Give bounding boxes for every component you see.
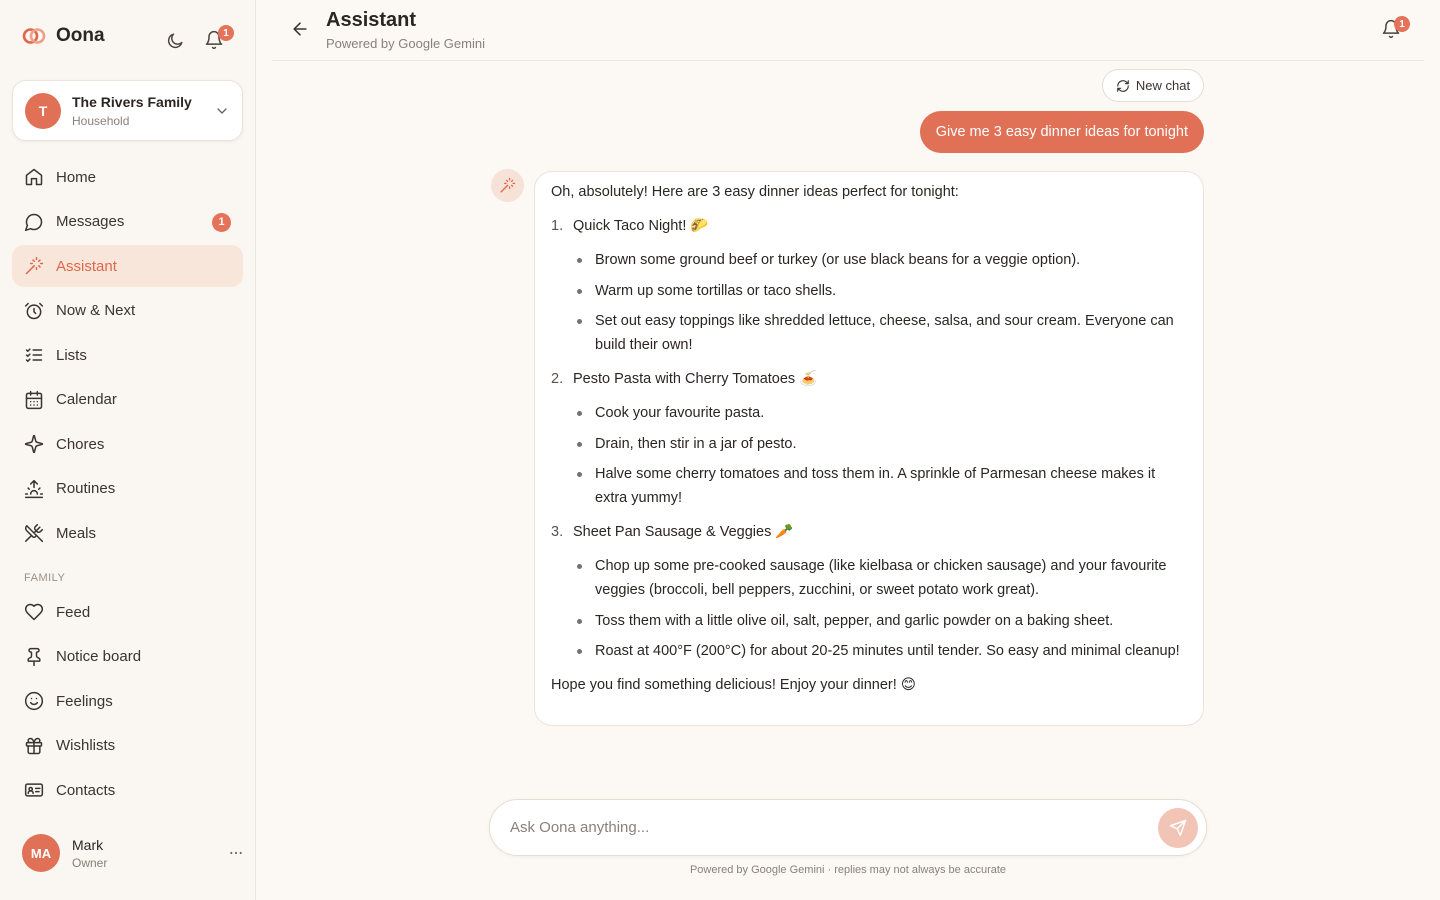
sidebar-item-messages[interactable] (12, 201, 243, 243)
chat-input[interactable] (510, 819, 1158, 836)
sidebar-item-label: Home (56, 168, 97, 186)
smile-icon (24, 691, 44, 711)
list-item-title: Pesto Pasta with Cherry Tomatoes 🍝 (573, 371, 818, 387)
sidebar-item-label: Messages (56, 213, 125, 230)
dark-mode-toggle[interactable] (161, 26, 189, 54)
send-button[interactable] (1158, 808, 1198, 848)
list-item (551, 520, 1187, 544)
list-item (551, 214, 1187, 238)
sidebar-item-label: Routines (56, 480, 116, 497)
sidebar-item-calendar[interactable] (12, 379, 243, 421)
oona-logo-icon (22, 24, 46, 48)
sidebar-item-label: Lists (56, 346, 87, 364)
user-name: Mark (72, 836, 104, 853)
household-avatar: T (25, 93, 61, 129)
household-type: Household (72, 113, 130, 128)
user-message-bubble: Give me 3 easy dinner ideas for tonight (920, 111, 1204, 153)
chevron-down-icon (214, 103, 230, 119)
sidebar-item-label: Meals (56, 524, 97, 542)
moon-icon (166, 31, 185, 50)
sparkles-icon (24, 434, 44, 454)
calendar-icon (24, 390, 44, 410)
sidebar-item-feed[interactable] (12, 591, 243, 633)
list-number: 1. (551, 218, 564, 234)
sidebar-item-routines[interactable] (12, 468, 243, 510)
new-chat-button[interactable] (1102, 69, 1204, 102)
new-chat-label: New chat (1135, 78, 1191, 93)
page-header (272, 0, 1424, 61)
main-nav (12, 156, 243, 557)
bullet-item: Set out easy toppings like shredded lettuce, cheese, salsa, and sour cream. Everyone can build their own! (575, 309, 1187, 357)
magic-wand-icon (499, 177, 516, 194)
bullet-item: Brown some ground beef or turkey (or use black beans for a veggie option). (575, 248, 1187, 272)
pin-icon (24, 647, 44, 667)
contact-card-icon (24, 780, 44, 800)
list-number: 2. (551, 371, 564, 387)
notifications-button[interactable] (200, 26, 228, 54)
sidebar-item-notice-board[interactable] (12, 636, 243, 678)
home-icon (24, 167, 44, 187)
list-item-title: Sheet Pan Sausage & Veggies 🥕 (573, 524, 794, 540)
sidebar-item-feelings[interactable] (12, 680, 243, 722)
send-icon (1169, 819, 1187, 837)
household-name: The Rivers Family (72, 93, 192, 110)
magic-wand-icon (24, 256, 44, 276)
notification-badge: 1 (1394, 16, 1410, 32)
refresh-icon (1116, 79, 1130, 93)
bullet-item: Chop up some pre-cooked sausage (like kielbasa or chicken sausage) and your favourite veggies (broccoli, bell peppers, zucchini, or sweet potato work great). (575, 554, 1187, 602)
bullet-item: Roast at 400°F (200°C) for about 20-25 minutes until tender. So easy and minimal cleanup! (575, 639, 1187, 663)
bullet-item: Cook your favourite pasta. (575, 401, 1187, 425)
list-check-icon (24, 345, 44, 365)
sidebar-item-wishlists[interactable] (12, 725, 243, 767)
bullet-list (575, 401, 1187, 510)
more-icon[interactable] (228, 845, 244, 861)
sidebar-item-lists[interactable] (12, 334, 243, 376)
sidebar-item-now-next[interactable] (12, 290, 243, 332)
heart-icon (24, 602, 44, 622)
chat-composer (489, 799, 1207, 856)
header-notifications-button[interactable] (1378, 16, 1404, 42)
sidebar-item-label: Wishlists (56, 737, 116, 754)
assistant-message-bubble (534, 171, 1204, 726)
bullet-item: Warm up some tortillas or taco shells. (575, 279, 1187, 303)
page-subtitle: Powered by Google Gemini (326, 36, 485, 51)
messages-badge: 1 (212, 213, 231, 232)
sidebar-item-label: Chores (56, 435, 105, 453)
brand[interactable] (22, 24, 105, 48)
back-button[interactable] (288, 17, 312, 41)
alarm-clock-icon (24, 301, 44, 321)
bullet-item: Halve some cherry tomatoes and toss them in. A sprinkle of Parmesan cheese makes it extra yummy! (575, 462, 1187, 510)
user-role: Owner (72, 855, 108, 870)
bullet-list (575, 554, 1187, 663)
sidebar-item-label: Now & Next (56, 302, 136, 319)
sidebar-item-label: Feelings (56, 692, 113, 710)
bullet-item: Toss them with a little olive oil, salt, pepper, and garlic powder on a baking sheet. (575, 609, 1187, 633)
avatar: MA (22, 834, 60, 872)
list-item-title: Quick Taco Night! 🌮 (573, 218, 709, 234)
sidebar-item-chores[interactable] (12, 423, 243, 465)
sidebar (0, 0, 256, 900)
sidebar-item-contacts[interactable] (12, 769, 243, 811)
household-switcher[interactable] (12, 80, 243, 141)
bullet-list (575, 248, 1187, 357)
sidebar-item-label: Contacts (56, 781, 116, 799)
sunrise-icon (24, 479, 44, 499)
gift-icon (24, 736, 44, 756)
family-nav (12, 591, 243, 814)
sidebar-item-home[interactable] (12, 156, 243, 198)
assistant-outro: Hope you find something delicious! Enjoy your dinner! 😊 (551, 677, 916, 693)
list-number: 3. (551, 524, 564, 540)
page-title: Assistant (326, 9, 417, 31)
sidebar-item-label: Calendar (56, 391, 117, 408)
disclaimer: Powered by Google Gemini · replies may not always be accurate (689, 864, 1007, 876)
list-item (551, 367, 1187, 391)
assistant-avatar (491, 169, 524, 202)
assistant-intro: Oh, absolutely! Here are 3 easy dinner ideas perfect for tonight: (551, 184, 959, 200)
utensils-icon (24, 523, 44, 543)
message-icon (24, 212, 44, 232)
arrow-left-icon (290, 19, 310, 39)
sidebar-item-label: Assistant (56, 257, 117, 275)
app-name: Oona (56, 25, 105, 46)
family-section-label: FAMILY (24, 572, 66, 584)
bullet-item: Drain, then stir in a jar of pesto. (575, 432, 1187, 456)
current-user[interactable] (22, 834, 244, 872)
sidebar-item-meals[interactable] (12, 512, 243, 554)
notification-badge: 1 (218, 25, 234, 41)
sidebar-item-label: Notice board (56, 648, 142, 665)
sidebar-item-label: Feed (56, 603, 91, 621)
sidebar-item-assistant[interactable] (12, 245, 243, 287)
